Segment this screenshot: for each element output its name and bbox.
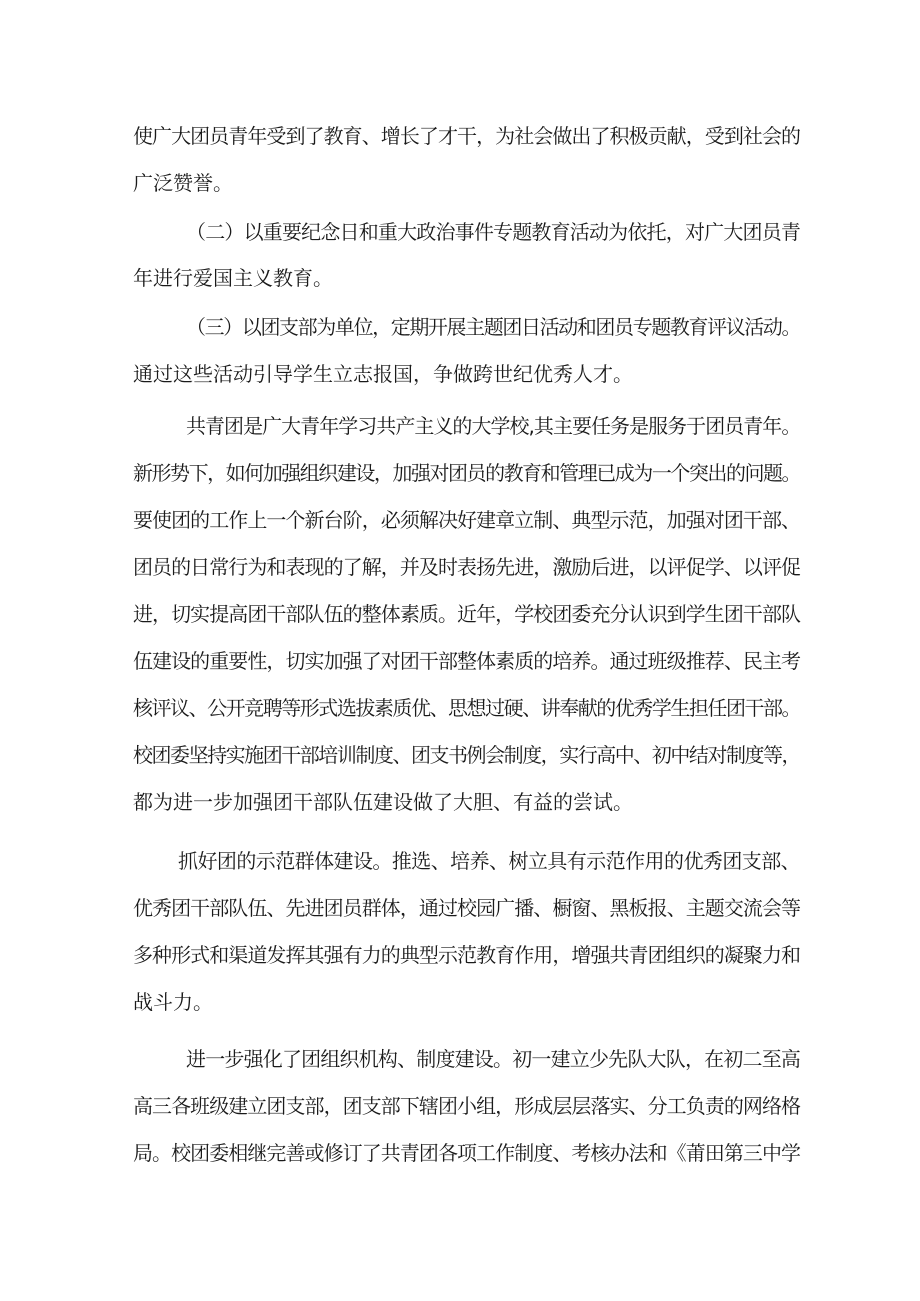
text-line: 新形势下，如何加强组织建设，加强对团员的教育和管理已成为一个突出的问题。 (133, 461, 801, 485)
text-line: 进一步强化了团组织机构、制度建设。初一建立少先队大队，在初二至高 (186, 1047, 801, 1071)
text-line: 局。校团委相继完善或修订了共青团各项工作制度、考核办法和《莆田第三中学 (133, 1141, 801, 1165)
text-line: 团员的日常行为和表现的了解，并及时表扬先进，激励后进，以评促学、以评促 (133, 555, 801, 579)
text-line: 要使团的工作上一个新台阶，必须解决好建章立制、典型示范，加强对团干部、 (133, 508, 801, 532)
text-line: 共青团是广大青年学习共产主义的大学校,其主要任务是服务于团员青年。 (186, 414, 801, 438)
text-line: 伍建设的重要性，切实加强了对团干部整体素质的培养。通过班级推荐、民主考 (133, 649, 801, 673)
text-line: 战斗力。 (133, 990, 213, 1014)
text-line: 高三各班级建立团支部，团支部下辖团小组，形成层层落实、分工负责的网络格 (133, 1094, 801, 1118)
text-line: 优秀团干部队伍、先进团员群体，通过校园广播、橱窗、黑板报、主题交流会等 (133, 896, 801, 920)
text-line: （三）以团支部为单位，定期开展主题团日活动和团员专题教育评议活动。 (186, 315, 801, 339)
text-line: 年进行爱国主义教育。 (133, 266, 333, 290)
text-line: （二）以重要纪念日和重大政治事件专题教育活动为依托，对广大团员青 (186, 220, 801, 244)
text-line: 使广大团员青年受到了教育、增长了才干，为社会做出了积极贡献，受到社会的 (133, 124, 801, 148)
text-line: 进，切实提高团干部队伍的整体素质。近年，学校团委充分认识到学生团干部队 (133, 602, 801, 626)
text-line: 都为进一步加强团干部队伍建设做了大胆、有益的尝试。 (133, 790, 633, 814)
text-line: 抓好团的示范群体建设。推选、培养、树立具有示范作用的优秀团支部、 (178, 849, 801, 873)
text-line: 广泛赞誉。 (133, 171, 233, 195)
text-line: 校团委坚持实施团干部培训制度、团支书例会制度，实行高中、初中结对制度等， (133, 743, 801, 767)
text-line: 通过这些活动引导学生立志报国，争做跨世纪优秀人才。 (133, 362, 633, 386)
text-line: 多种形式和渠道发挥其强有力的典型示范教育作用，增强共青团组织的凝聚力和 (133, 943, 801, 967)
text-line: 核评议、公开竞聘等形式选拔素质优、思想过硬、讲奉献的优秀学生担任团干部。 (133, 696, 801, 720)
